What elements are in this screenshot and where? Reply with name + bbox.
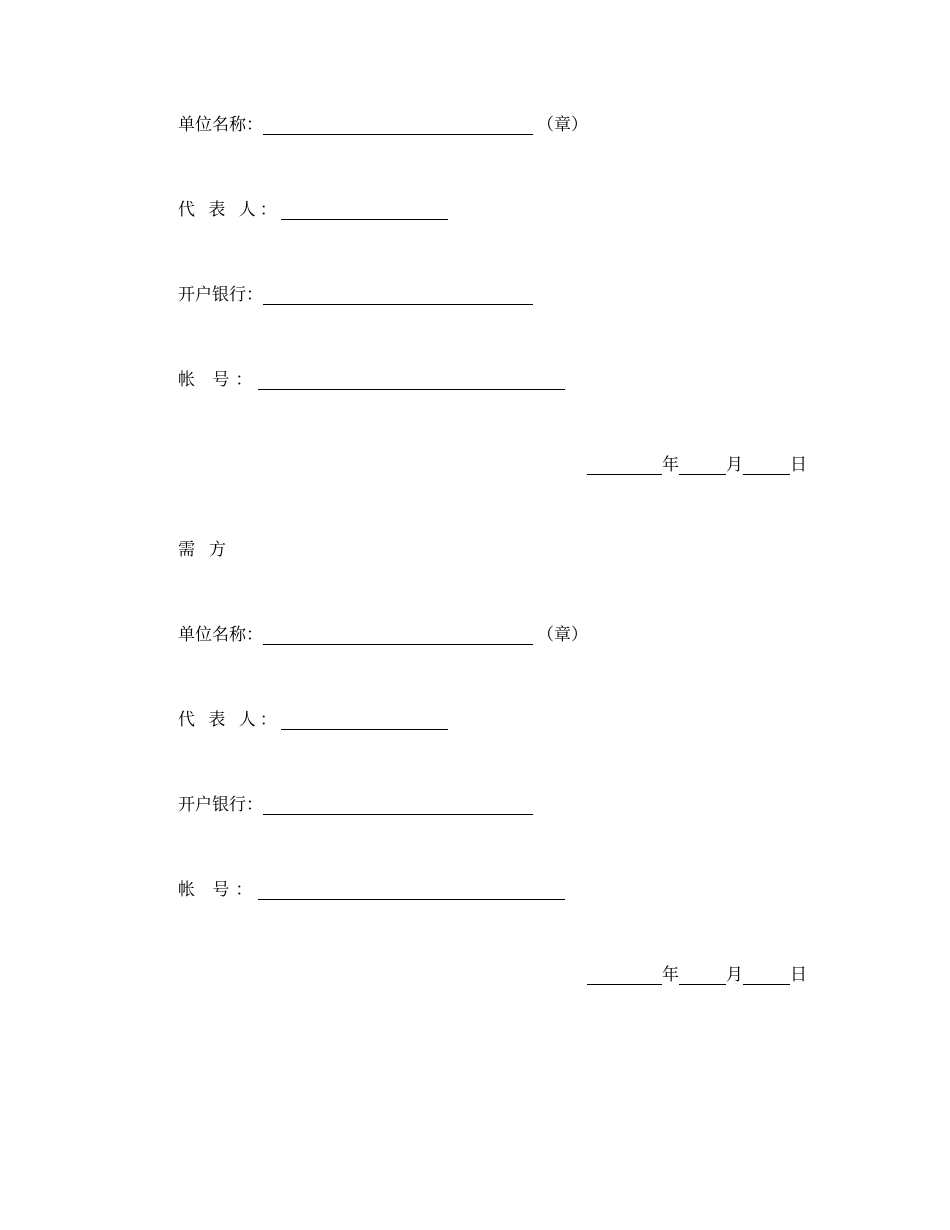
month-field[interactable] — [679, 454, 726, 475]
account-label: 帐 号： — [178, 370, 259, 390]
buyer-heading: 需方 — [178, 540, 240, 560]
representative-row-2 — [178, 708, 448, 732]
unit-name-field[interactable] — [263, 624, 533, 645]
unit-name-row-1 — [178, 113, 588, 137]
account-field[interactable] — [258, 369, 565, 390]
account-row-1 — [178, 368, 565, 392]
bank-row-2 — [178, 793, 533, 817]
bank-label: 开户银行： — [178, 285, 263, 305]
seal-label: （章） — [537, 115, 588, 135]
day-field[interactable] — [743, 454, 790, 475]
unit-name-row-2 — [178, 623, 588, 647]
month-field[interactable] — [679, 964, 726, 985]
day-label: 日 — [790, 455, 807, 475]
month-label: 月 — [726, 965, 743, 985]
year-field[interactable] — [587, 454, 662, 475]
bank-label: 开户银行： — [178, 795, 263, 815]
year-label: 年 — [662, 455, 679, 475]
representative-row-1 — [178, 198, 448, 222]
representative-field[interactable] — [281, 199, 448, 220]
bank-field[interactable] — [263, 284, 533, 305]
bank-field[interactable] — [263, 794, 533, 815]
year-label: 年 — [662, 965, 679, 985]
representative-label: 代 表 人： — [178, 710, 281, 730]
unit-name-label: 单位名称： — [178, 115, 263, 135]
day-field[interactable] — [743, 964, 790, 985]
month-label: 月 — [726, 455, 743, 475]
date-row-2 — [587, 963, 807, 987]
seal-label: （章） — [537, 625, 588, 645]
account-label: 帐 号： — [178, 880, 259, 900]
unit-name-field[interactable] — [263, 114, 533, 135]
bank-row-1 — [178, 283, 533, 307]
unit-name-label: 单位名称： — [178, 625, 263, 645]
account-field[interactable] — [258, 879, 565, 900]
representative-field[interactable] — [281, 709, 448, 730]
date-row-1 — [587, 453, 807, 477]
account-row-2 — [178, 878, 565, 902]
day-label: 日 — [790, 965, 807, 985]
year-field[interactable] — [587, 964, 662, 985]
representative-label: 代 表 人： — [178, 200, 281, 220]
